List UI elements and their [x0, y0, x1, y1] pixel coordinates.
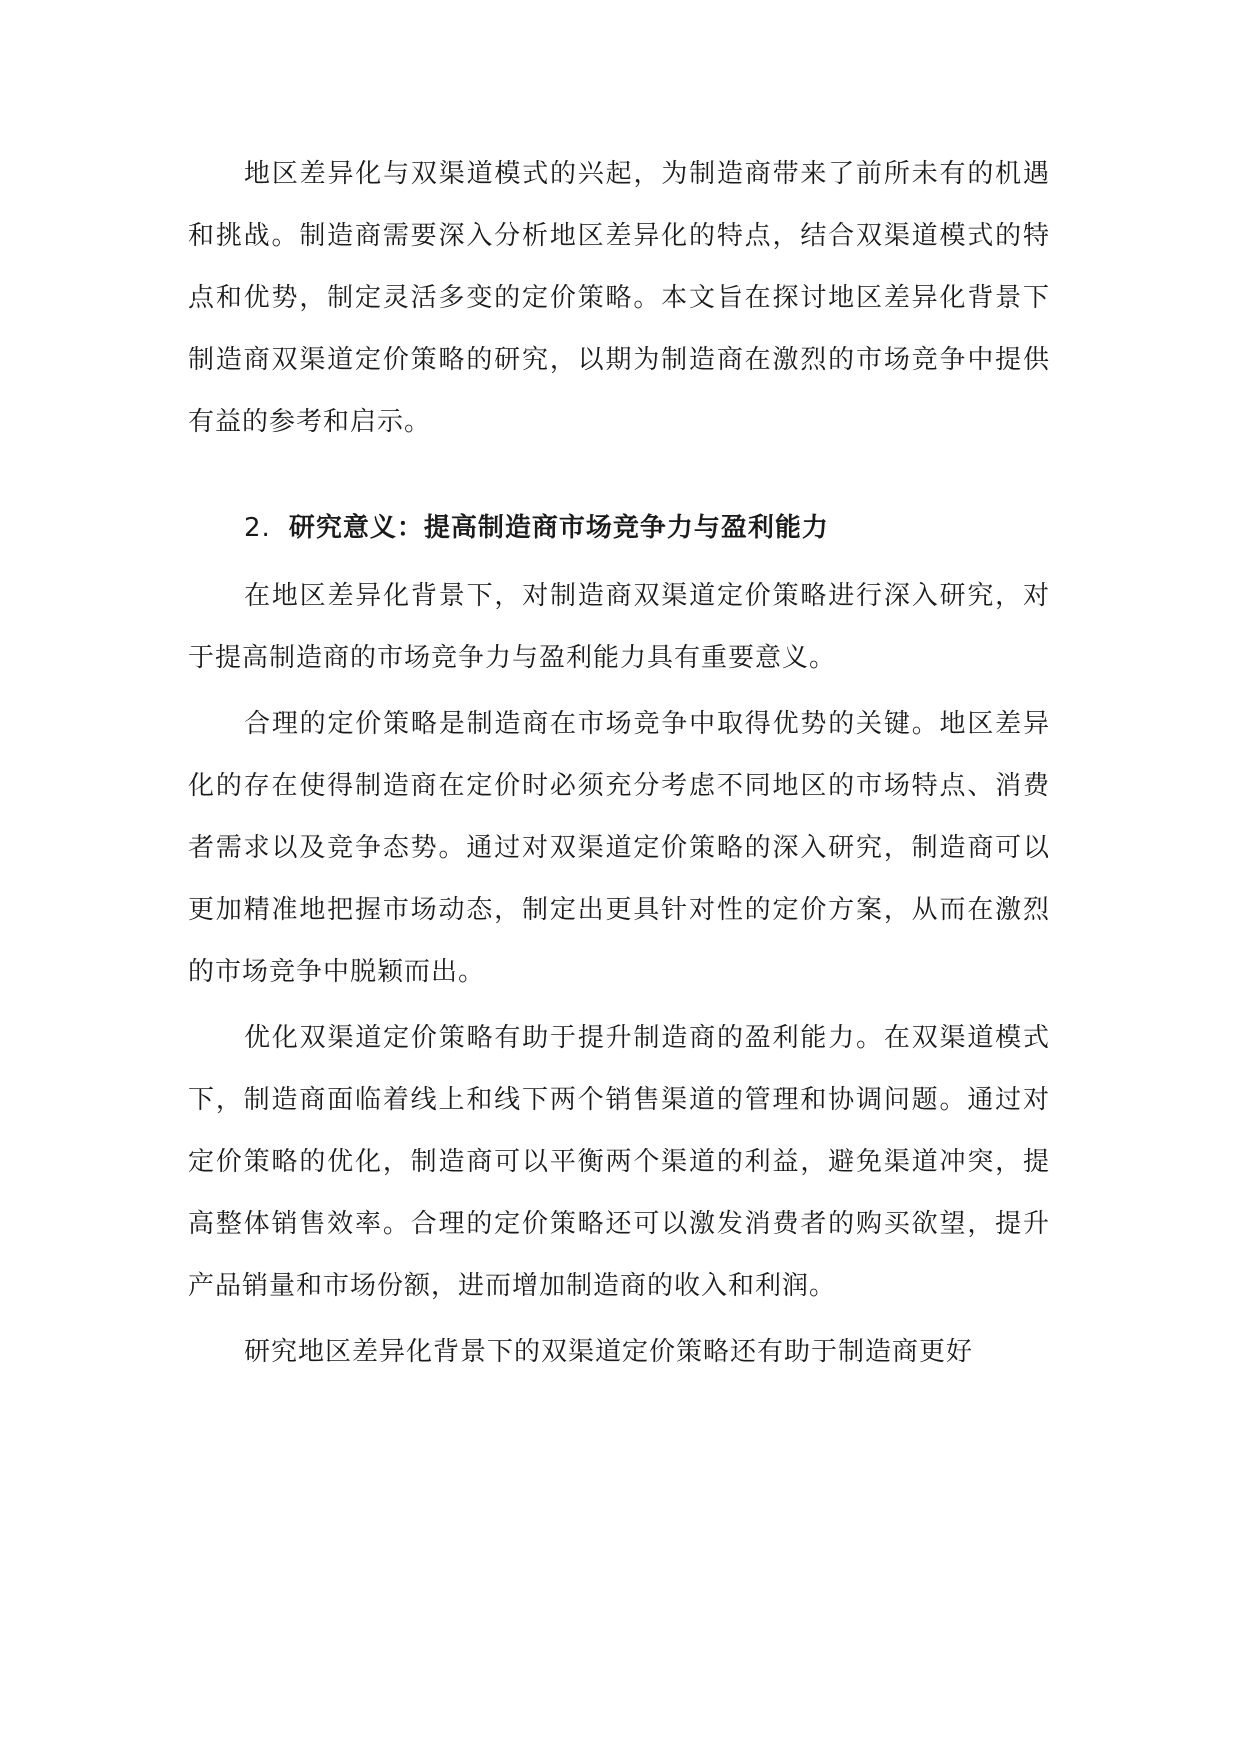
section-heading — [188, 497, 1050, 559]
section-number: 2. — [244, 513, 271, 543]
body-paragraph-4: 研究地区差异化背景下的双渠道定价策略还有助于制造商更好 — [244, 1337, 974, 1367]
body-paragraph-2: 合理的定价策略是制造商在市场竞争中取得优势的关键。地区差异化的存在使得制造商在定价时必须充分考虑不同地区的市场特点、消费者需求以及竞争态势。通过对双渠道定价策略的深入研究，制造商可以更加精准地把握市场动态，制定出更具针对性的定价方案，从而在激烈的市场竞争中脱颖而出。 — [188, 709, 1050, 987]
document-body — [188, 143, 1050, 1383]
body-paragraph-1: 在地区差异化背景下，对制造商双渠道定价策略进行深入研究，对于提高制造商的市场竞争力与盈利能力具有重要意义。 — [188, 581, 1050, 673]
intro-paragraph: 地区差异化与双渠道模式的兴起，为制造商带来了前所未有的机遇和挑战。制造商需要深入分析地区差异化的特点，结合双渠道模式的特点和优势，制定灵活多变的定价策略。本文旨在探讨地区差异化背景下制造商双渠道定价策略的研究，以期为制造商在激烈的市场竞争中提供有益的参考和启示。 — [188, 159, 1050, 437]
body-paragraph-3: 优化双渠道定价策略有助于提升制造商的盈利能力。在双渠道模式下，制造商面临着线上和线下两个销售渠道的管理和协调问题。通过对定价策略的优化，制造商可以平衡两个渠道的利益，避免渠道冲突，提高整体销售效率。合理的定价策略还可以激发消费者的购买欲望，提升产品销量和市场份额，进而增加制造商的收入和利润。 — [188, 1023, 1050, 1301]
section-title: 研究意义：提高制造商市场竞争力与盈利能力 — [288, 513, 829, 543]
